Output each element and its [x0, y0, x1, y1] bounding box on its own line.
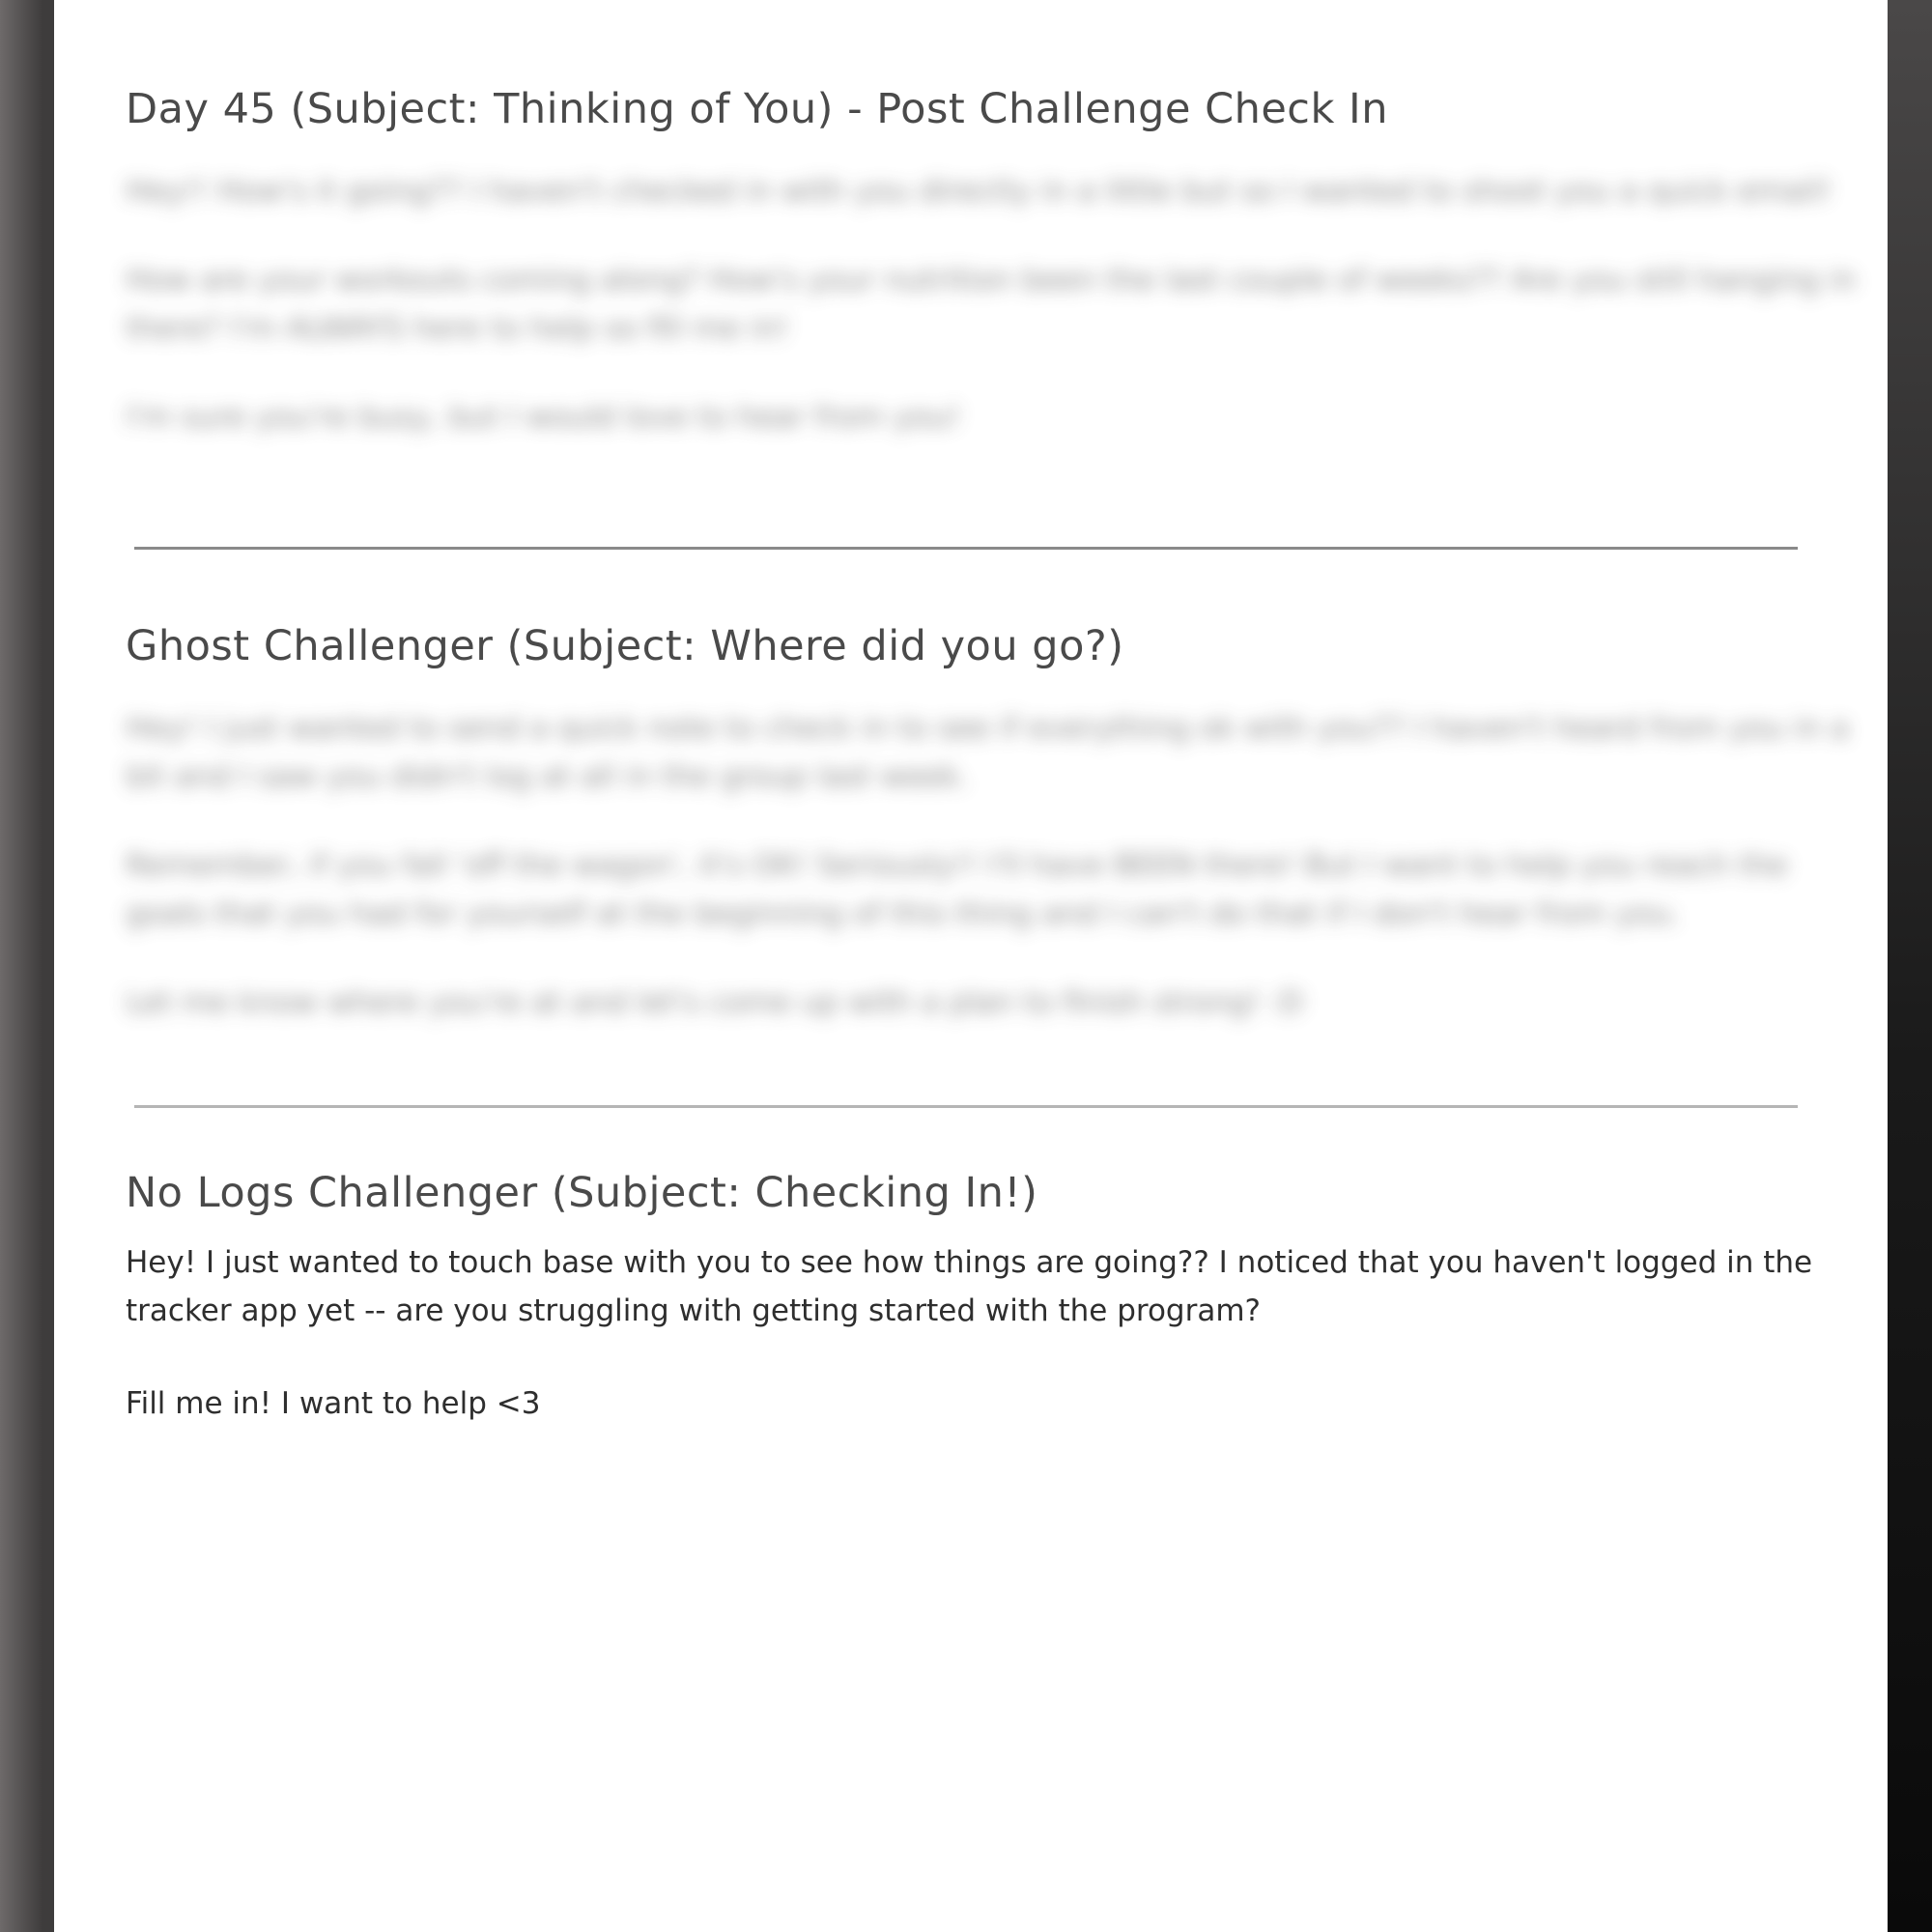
email-template-day-45	[126, 85, 1864, 441]
paragraph: Fill me in! I want to help <3	[126, 1386, 541, 1421]
paragraph: Hey!! How's it going?? I haven't checked in with you directly in a little but so I wanted to shoot you a quick email!	[126, 174, 1833, 209]
right-frame-edge	[1888, 0, 1932, 1932]
email-template-ghost-challenger	[126, 622, 1864, 1027]
section-title: Ghost Challenger (Subject: Where did you go?)	[126, 622, 1124, 670]
paragraph: I'm sure you're busy, but I would love to hear from you!	[126, 400, 961, 435]
email-template-no-logs-challenger	[126, 1169, 1864, 1428]
paragraph: Hey! I just wanted to touch base with you to see how things are going?? I noticed that you haven't logged in the tracker app yet -- are you struggling with getting started with the program?	[126, 1245, 1813, 1328]
section-title: No Logs Challenger (Subject: Checking In!)	[126, 1169, 1038, 1217]
section-divider	[134, 547, 1798, 550]
paragraph: How are your workouts coming along? How's your nutrition been the last couple of weeks?? Are you still hanging in there? I'm ALWAYS here to help so fill me in!	[126, 263, 1857, 346]
paragraph: Remember, if you fall 'off the wagon', it's OK! Seriously!! I'll have BEEN there! But I want to help you reach the goals that you had for yourself at the beginning of this thing and I can't do that if I don't hear from you.	[126, 848, 1788, 931]
document-page	[54, 0, 1888, 1932]
section-title: Day 45 (Subject: Thinking of You) - Post Challenge Check In	[126, 85, 1388, 133]
section-divider	[134, 1105, 1798, 1108]
paragraph: Let me know where you're at and let's come up with a plan to finish strong! :D	[126, 985, 1304, 1020]
paragraph: Hey! I just wanted to send a quick note to check in to see if everything ok with you?? I haven't heard from you in a bit and I saw you didn't log at all in the group last week.	[126, 711, 1849, 794]
